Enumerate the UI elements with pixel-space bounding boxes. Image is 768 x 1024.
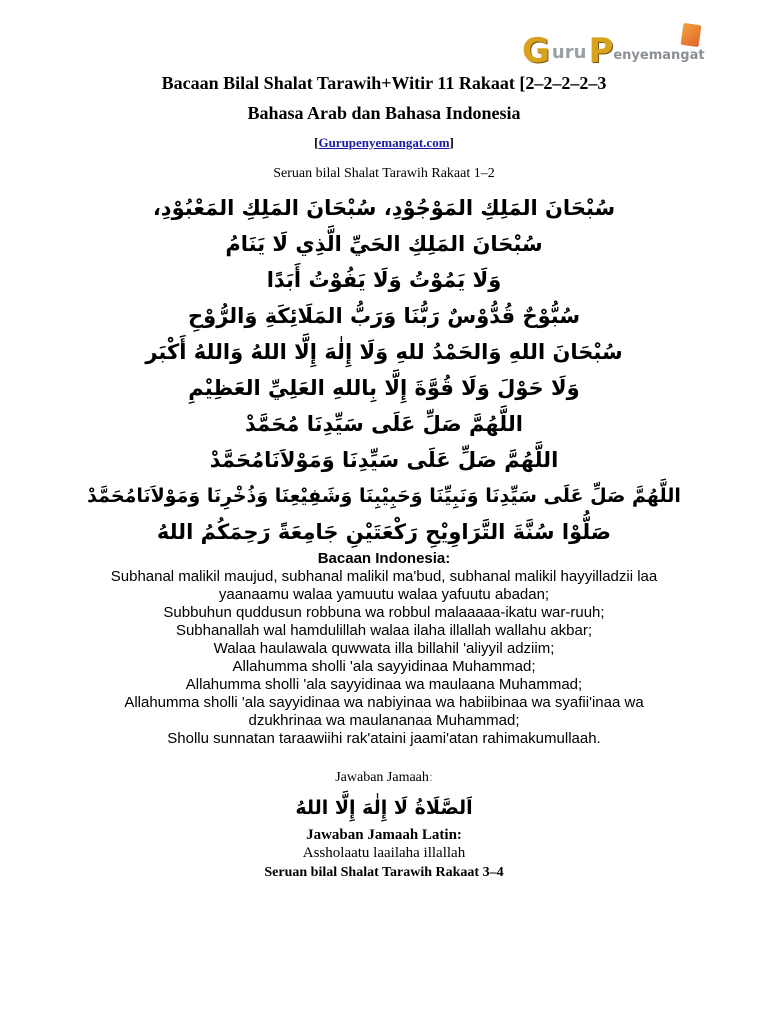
- arabic-line: سُبْحَانَ المَلِكِ الحَيِّ الَّذِي لَا يَنَامُ: [225, 232, 543, 256]
- section-heading-rakaat-1-2: Seruan bilal Shalat Tarawih Rakaat 1–2: [273, 166, 495, 181]
- logo-letter-g: G: [522, 31, 550, 71]
- indonesia-label: Bacaan Indonesia:: [317, 550, 451, 567]
- logo-letters-uru: uru: [551, 42, 587, 63]
- logo-letters-rest: enyemangat: [613, 48, 705, 63]
- transliteration-line: Subhanallah wal hamdulillah walaa ilaha illallah wallahu akbar;: [175, 622, 593, 639]
- section-heading-rakaat-3-4: Seruan bilal Shalat Tarawih Rakaat 3–4: [264, 865, 504, 880]
- arabic-line: سُبُّوْحٌ قُدُّوْسٌ رَبُّنَا وَرَبُّ المَلَائِكَةِ وَالرُّوْحِ: [188, 304, 580, 328]
- transliteration-line: Allahumma sholli 'ala sayyidinaa wa nabiyinaa wa habiibinaa wa syafii'inaa wa: [124, 694, 644, 711]
- arabic-line: اللَّهُمَّ صَلِّ عَلَى سَيِّدِنَا وَمَوْلاَنَامُحَمَّدْ: [209, 448, 559, 472]
- source-citation: [60, 128, 708, 158]
- arabic-line: اللَّهُمَّ صَلِّ عَلَى سَيِّدِنَا وَنَبِيِّنَا وَحَبِيْبِنَا وَشَفِيْعِنَا وَذُخْرِنَا وَمَوْلاَنَامُحَمَّدْ: [87, 485, 681, 507]
- arabic-line: اللَّهُمَّ صَلِّ عَلَى سَيِّدِنَا مُحَمَّدْ: [245, 412, 523, 436]
- document-body: [60, 68, 708, 884]
- transliteration-line: Allahumma sholli 'ala sayyidinaa wa maulaana Muhammad;: [185, 676, 583, 693]
- transliteration-line: dzukhrinaa wa maulananaa Muhammad;: [248, 712, 520, 729]
- jawaban-heading: [60, 766, 708, 790]
- arabic-line: وَلَا حَوْلَ وَلَا قُوَّةَ إِلَّا بِاللهِ العَلِيِّ العَظِيْمِ: [188, 376, 580, 400]
- arabic-line: صَلُّوْا سُنَّةَ التَّرَاوِيْحِ رَكْعَتَيْنِ جَامِعَةً رَحِمَكُمُ اللهُ: [156, 520, 612, 544]
- jawaban-arabic: اَلصَّلَاةُ لَا إِلٰهَ إِلَّا اللهُ: [295, 797, 473, 819]
- document-title: Bacaan Bilal Shalat Tarawih+Witir 11 Rakaat [2–2–2–2–3: [161, 73, 607, 93]
- arabic-line: وَلَا يَمُوْتُ وَلَا يَفُوْتُ أَبَدًا: [266, 268, 502, 292]
- transliteration-line: Subbuhun quddusun robbuna wa robbul malaaaaa-ikatu war-ruuh;: [163, 604, 605, 621]
- book-icon: [681, 23, 702, 47]
- transliteration-line: Subhanal malikil maujud, subhanal malikil ma'bud, subhanal malikil hayyilladzii laa: [110, 568, 658, 585]
- transliteration-line: Shollu sunnatan taraawiihi rak'ataini jaami'atan rahimakumullaah.: [167, 730, 601, 747]
- spacer: [60, 748, 708, 766]
- bracket-open: [: [314, 135, 319, 150]
- document-subtitle: Bahasa Arab dan Bahasa Indonesia: [247, 103, 521, 123]
- jawaban-latin-text: Assholaatu laailaha illallah: [302, 845, 466, 861]
- jawaban-latin-label: Jawaban Jamaah Latin:: [306, 827, 462, 843]
- transliteration-line: Walaa haulawala quwwata illa billahil 'aliyyil adziim;: [213, 640, 555, 657]
- transliteration-line: Allahumma sholli 'ala sayyidinaa Muhammad;: [232, 658, 536, 675]
- jawaban-heading-text: Jawaban Jamaah: [335, 770, 429, 785]
- transliteration-line: yaanaamu walaa yamuutu walaa yafuutu abadan;: [218, 586, 550, 603]
- bracket-close: ]: [449, 135, 454, 150]
- jawaban-heading-colon: :: [428, 770, 433, 785]
- logo-letter-p: P: [588, 31, 614, 71]
- site-link[interactable]: Gurupenyemangat.com: [318, 135, 450, 150]
- arabic-line: سُبْحَانَ اللهِ وَالحَمْدُ للهِ وَلَا إِلٰهَ إِلَّا اللهُ وَاللهُ أَكْبَر: [145, 340, 623, 364]
- indonesia-transliteration: [60, 568, 708, 748]
- site-logo: [522, 24, 705, 71]
- arabic-line: سُبْحَانَ المَلِكِ المَوْجُوْدِ، سُبْحَانَ المَلِكِ المَعْبُوْدِ،: [152, 196, 616, 220]
